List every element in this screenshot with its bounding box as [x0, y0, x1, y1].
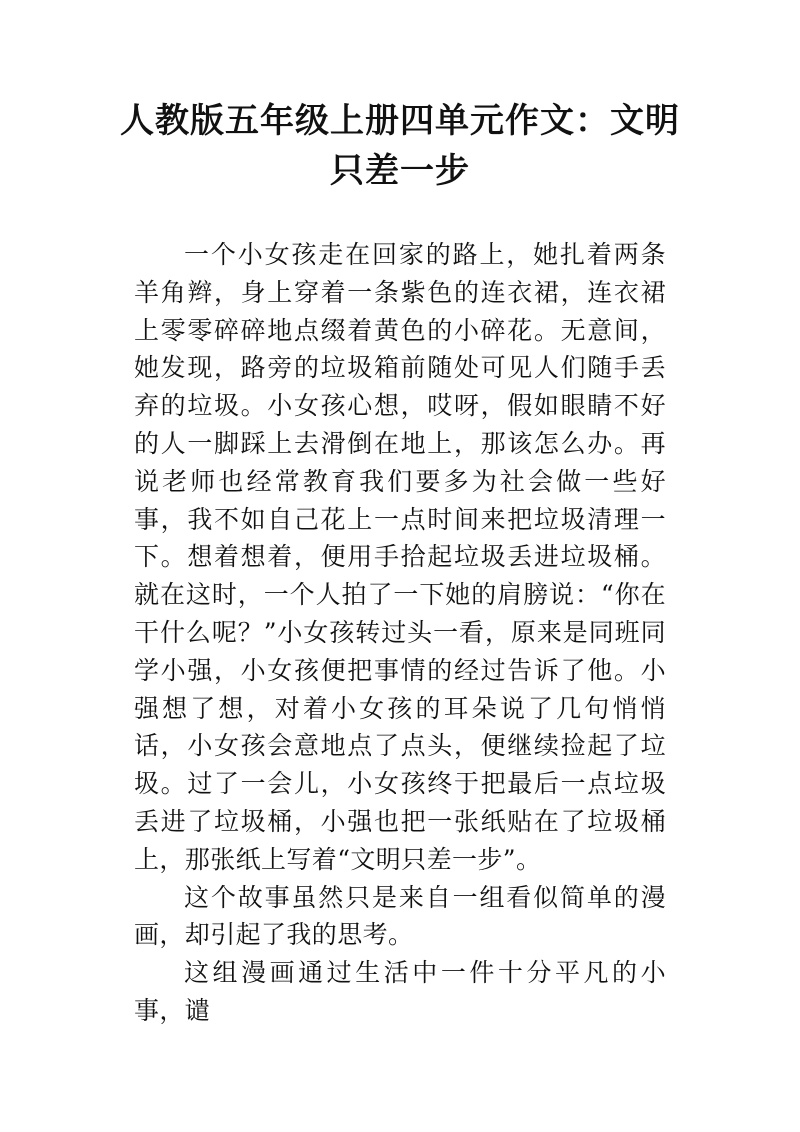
document-body: [134, 236, 666, 1030]
paragraph-2: 这个故事虽然只是来自一组看似简单的漫画，却引起了我的思考。: [134, 882, 666, 950]
paragraph-1: 一个小女孩走在回家的路上，她扎着两条羊角辫，身上穿着一条紫色的连衣裙，连衣裙上零零碎碎地点缀着黄色的小碎花。无意间，她发现，路旁的垃圾箱前随处可见人们随手丢弃的垃圾。小女孩心想，哎呀，假如眼睛不好的人一脚踩上去滑倒在地上，那该怎么办。再说老师也经常教育我们要多为社会做一些好事，我不如自己花上一点时间来把垃圾清理一下。想着想着，便用手拾起垃圾丢进垃圾桶。就在这时，一个人拍了一下她的肩膀说：“你在干什么呢？”小女孩转过头一看，原来是同班同学小强，小女孩便把事情的经过告诉了他。小强想了想，对着小女孩的耳朵说了几句悄悄话，小女孩会意地点了点头，便继续捡起了垃圾。过了一会儿，小女孩终于把最后一点垃圾丢进了垃圾桶，小强也把一张纸贴在了垃圾桶上，那张纸上写着“文明只差一步”。: [134, 240, 666, 874]
paragraph-3: 这组漫画通过生活中一件十分平凡的小事，谴: [134, 958, 666, 1025]
document-title: 人教版五年级上册四单元作文：文明只差一步: [120, 101, 680, 191]
